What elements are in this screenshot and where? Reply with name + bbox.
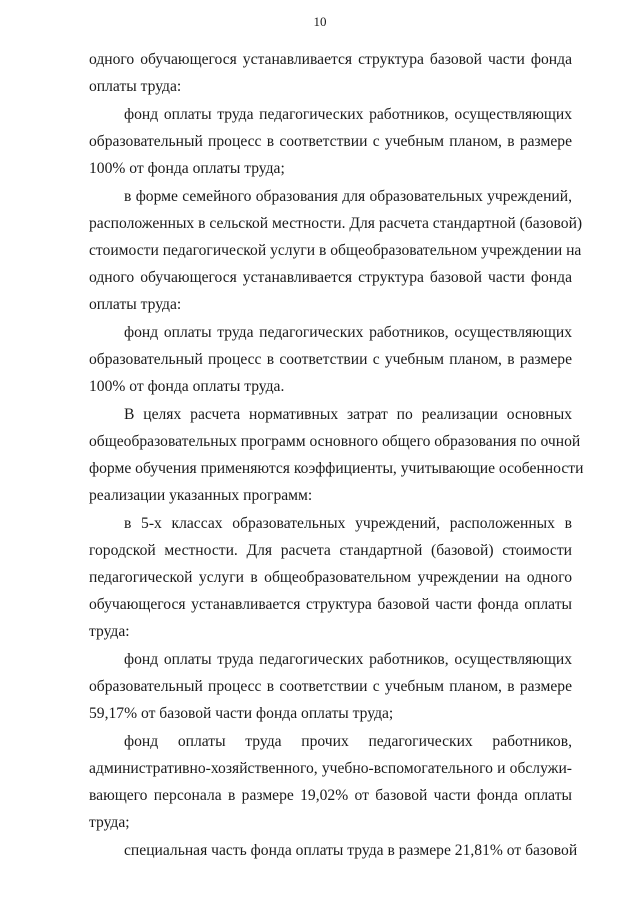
text-line: образовательный процесс в соответствии с учебным планом, в размере xyxy=(89,351,572,368)
text-line: образовательный процесс в соответствии с учебным планом, в размере xyxy=(89,678,572,695)
text-line: городской местности. Для расчета стандартной (базовой) стоимости xyxy=(89,542,572,559)
text-line: фонд оплаты труда педагогических работников, осуществляющих xyxy=(124,651,572,668)
text-line: одного обучающегося устанавливается структура базовой части фонда xyxy=(89,51,572,68)
text-line: вающего персонала в размере 19,02% от базовой части фонда оплаты xyxy=(89,787,572,804)
text-line: одного обучающегося устанавливается структура базовой части фонда xyxy=(89,269,572,286)
text-line: общеобразовательных программ основного общего образования по очной xyxy=(89,433,581,450)
text-line: образовательный процесс в соответствии с учебным планом, в размере xyxy=(89,133,572,150)
text-line: оплаты труда: xyxy=(89,296,182,313)
text-line: 100% от фонда оплаты труда; xyxy=(89,160,285,177)
page-number: 10 xyxy=(313,14,327,29)
text-line: педагогической услуги в общеобразовательном учреждении на одного xyxy=(89,569,572,586)
text-line: специальная часть фонда оплаты труда в размере 21,81% от базовой xyxy=(124,842,578,859)
text-line: форме обучения применяются коэффициенты, учитывающие особенности xyxy=(89,460,584,477)
text-line: труда; xyxy=(89,814,130,831)
text-line: обучающегося устанавливается структура базовой части фонда оплаты xyxy=(89,596,572,613)
text-line: 59,17% от базовой части фонда оплаты труда; xyxy=(89,705,394,722)
text-line: расположенных в сельской местности. Для расчета стандартной (базовой) xyxy=(89,215,583,232)
text-line: реализации указанных программ: xyxy=(89,487,313,504)
text-line: оплаты труда: xyxy=(89,78,182,95)
text-line: труда: xyxy=(89,623,130,640)
text-line: в форме семейного образования для образовательных учреждений, xyxy=(124,188,572,205)
text-line: фонд оплаты труда педагогических работников, осуществляющих xyxy=(124,324,572,341)
text-line: в 5-х классах образовательных учреждений, расположенных в xyxy=(124,515,572,532)
text-line: фонд оплаты труда прочих педагогических работников, xyxy=(124,733,572,750)
text-line: фонд оплаты труда педагогических работников, осуществляющих xyxy=(124,106,572,123)
text-line: В целях расчета нормативных затрат по реализации основных xyxy=(124,406,572,423)
text-line: административно-хозяйственного, учебно-вспомогательного и обслужи- xyxy=(89,760,572,777)
text-line: 100% от фонда оплаты труда. xyxy=(89,378,285,395)
text-line: стоимости педагогической услуги в общеобразовательном учреждении на xyxy=(89,242,582,259)
